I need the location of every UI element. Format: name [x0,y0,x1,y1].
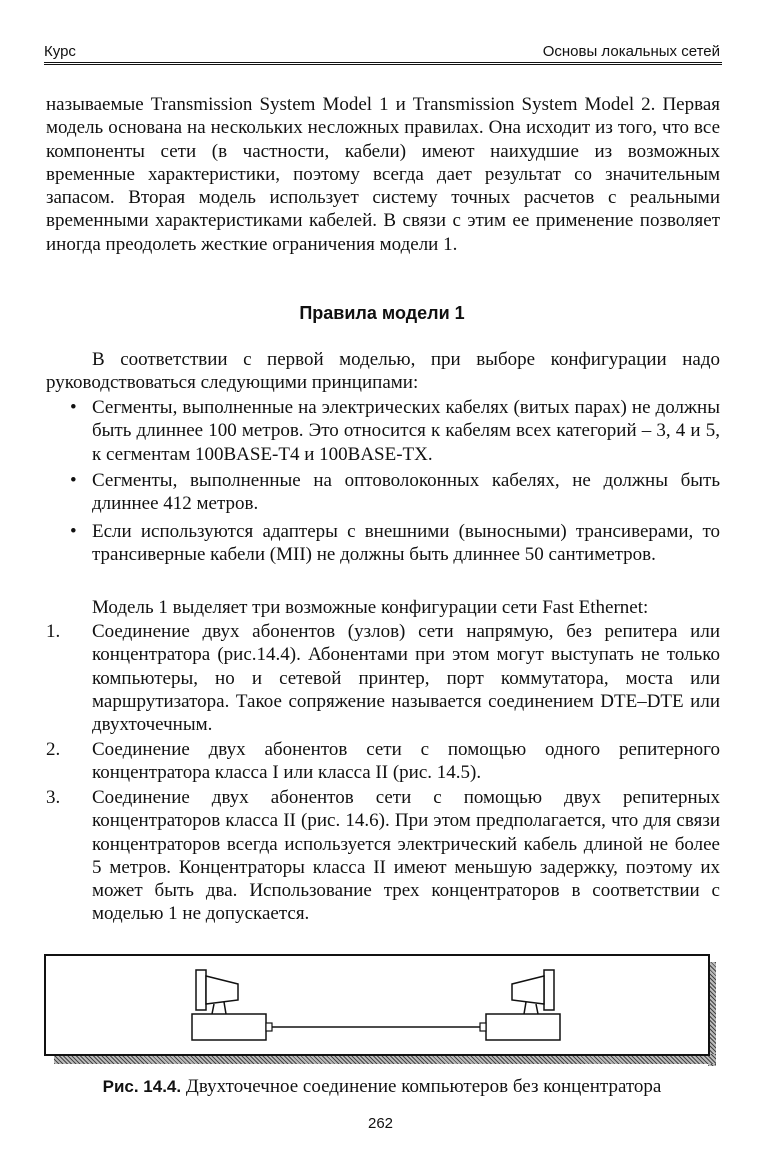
list-item: Соединение двух абонентов (узлов) сети напрямую, без репитера или концентратора (рис.14.4). Абонентами при этом могут выступать не только компьютеры, но и сетевой принтер, порт коммутатора, моста или маршрутизатора. Такое сопряжение называется соединением DTE–DTE или двухточечным. [92,621,720,736]
list-item: Соединение двух абонентов сети с помощью двух репитерных концентраторов класса II (рис. 14.6). При этом предполагается, что для связи концентраторов всегда используется электрический кабель длиной не более 5 метров. Концентраторы класса II имеют меньшую задержку, поэтому их может быть два. Использование трех концентраторов в соответствии с моделью 1 не допускается. [92,787,720,925]
bullet-marker: • [70,521,77,542]
model-configurations-line: Модель 1 выделяет три возможные конфигурации сети Fast Ethernet: [92,597,649,618]
bullet-item: Если используются адаптеры с внешними (выносными) трансиверами, то трансиверные кабели (MII) не должны быть длиннее 50 сантиметров. [92,521,720,566]
page-number: 262 [367,1115,394,1132]
computer-left-icon [192,970,272,1040]
figure-caption [44,1076,720,1098]
running-head [44,38,720,60]
figure-diagram [44,954,710,1056]
running-head-right: Основы локальных сетей [542,43,720,60]
bullet-item: Сегменты, выполненные на оптоволоконных кабелях, не должны быть длиннее 412 метров. [92,470,720,515]
figure-caption-text: Двухточечное соединение компьютеров без концентратора [185,1076,662,1097]
list-number: 1. [46,621,61,642]
bullet-item: Сегменты, выполненные на электрических кабелях (витых парах) не должны быть длиннее 100 метров. Это относится к кабелям всех категорий – 3, 4 и 5, к сегментам 100BASE-T4 и 100BASE-TX. [92,397,720,465]
bullet-marker: • [70,397,77,418]
section-heading: Правила модели 1 [299,303,465,323]
bullet-marker: • [70,470,77,491]
list-item: Соединение двух абонентов сети с помощью одного репитерного концентратора класса I или класса II (рис. 14.5). [92,739,720,784]
intro-paragraph: В соответствии с первой моделью, при выборе конфигурации надо руководствоваться следующими принципами: [46,349,720,394]
computer-right-icon [480,970,560,1040]
paragraph-continuation: называемые Transmission System Model 1 и Transmission System Model 2. Первая модель основана на нескольких несложных правилах. Она исходит из того, что все компоненты сети (в частности, кабели) имеют наихудшие из возможных временные характеристики, поэтому всегда дает результат со значительным запасом. Вторая модель использует систему точных расчетов с реальными временными характеристиками кабелей. В связи с этим ее применение позволяет иногда преодолеть жесткие ограничения модели 1. [46,94,720,255]
running-head-left: Курс [44,43,76,60]
header-rule [44,62,722,65]
figure-number: Рис. 14.4. [102,1077,182,1096]
list-number: 3. [46,787,61,808]
list-number: 2. [46,739,61,760]
